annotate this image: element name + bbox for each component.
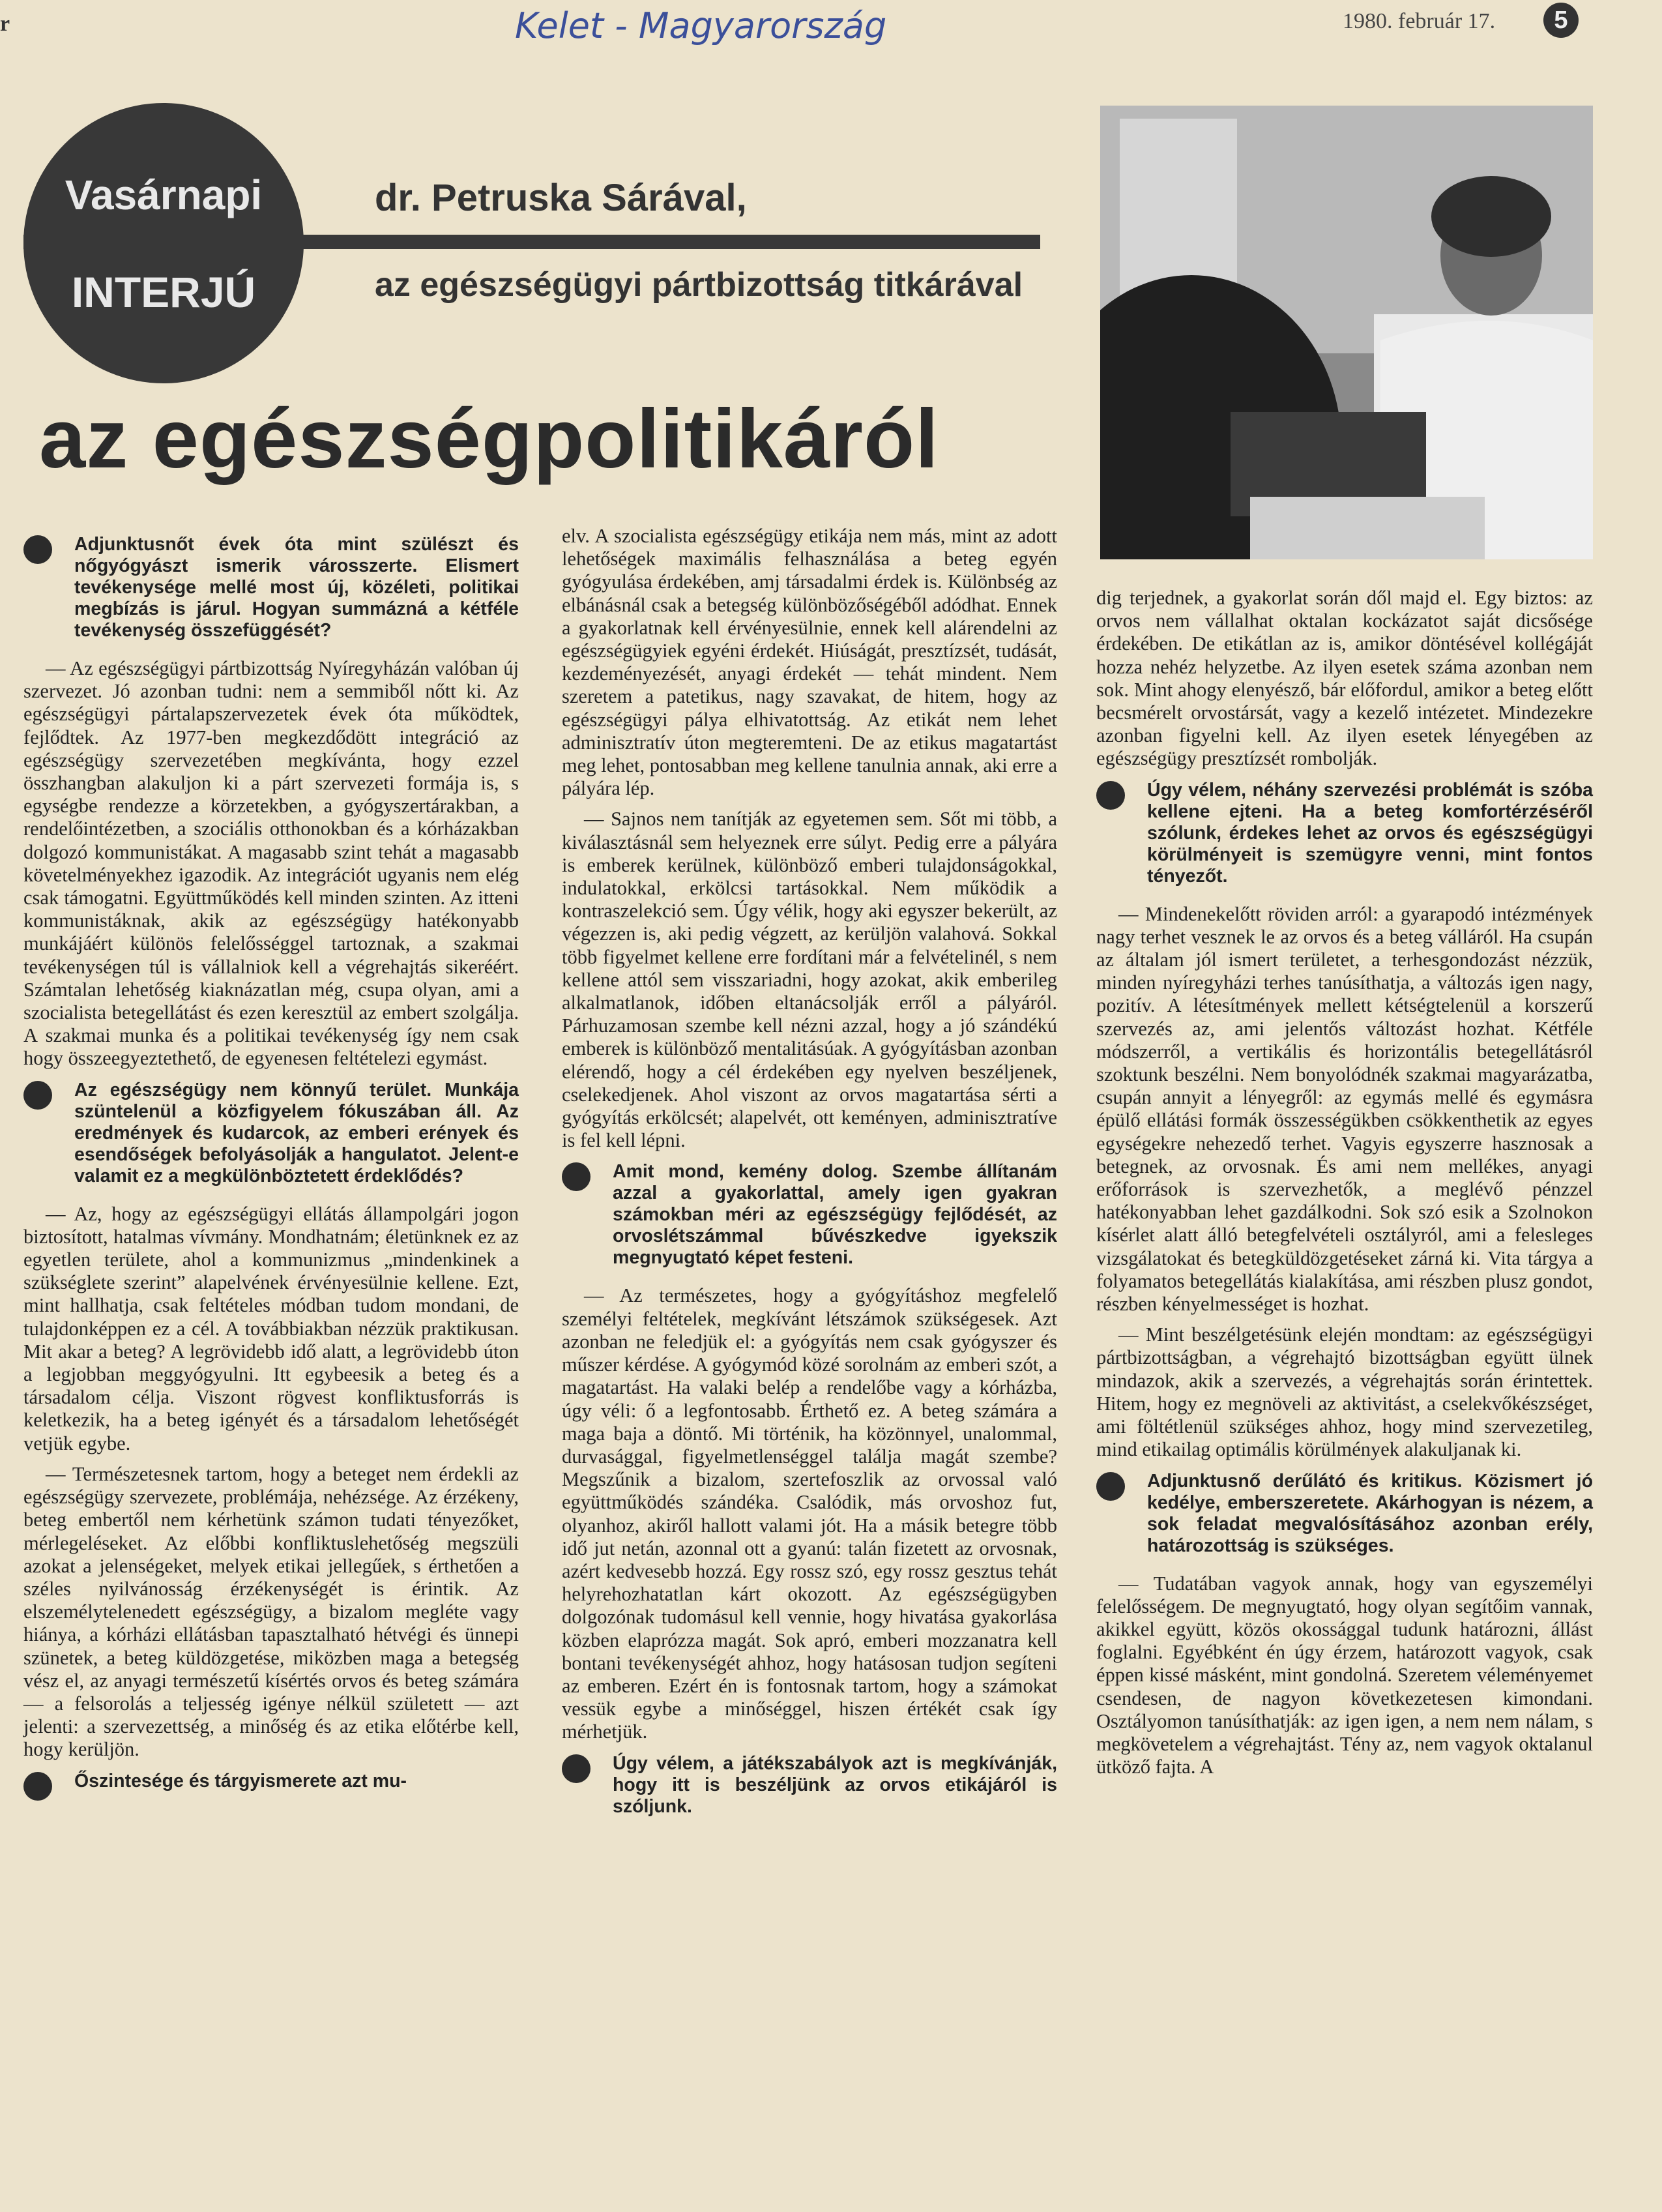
page-number: 5 — [1543, 3, 1579, 38]
question-bullet-icon — [23, 1081, 52, 1110]
question-text: Az egészségügy nem könnyű terület. Munkája szüntelenül a közfigyelem fókuszában áll. Az eredmények és kudarcok, az emberi erények és esendőségek befolyásolják a hangulatot. Jelent-e valamit ez a megkülönböztetett érdeklődés? — [74, 1079, 519, 1187]
headline: az egészségpolitikáról — [39, 392, 939, 486]
question — [1096, 1471, 1593, 1557]
question-bullet-icon — [1096, 781, 1125, 810]
question-bullet-icon — [562, 1162, 590, 1191]
answer: — Az természetes, hogy a gyógyításhoz megfelelő személyi feltételek, megkívánt létszámok szükségesek. Azt azonban ne feledjük el: a gyógyítás nem csak gyógyszer és műszer kérdése. A gyógymód közé sorolnám az emberi szót, a magatartást. Ha valaki belép a rendelőbe vagy a kórházba, úgy véli: ő a legfontosabb. Érthető ez. A beteg számára a maga baja a döntő. Mi történik, ha közönnyel, unalommal, durvasággal, figyelmetlenséggel találja magát szembe? Megszűnik a bizalom, szertefoszlik az orvossal való együttműködés szándéka. Csalódik, más orvoshoz fut, olyanhoz, akiről hallott valami jót. Ha a másik betegre több idő jut netán, azonnal ott a gyanú: talán fizetett az orvosnak, azért kedvesebb hozzá. Egy rossz szó, egy rossz gesztus tehát helyrehozhatatlan kárt okozott. Az egészségügyben dolgozónak tudomásul kell vennie, hogy hivatása gyakorlása közben elaprózza magát. Sok apró, emberi mozzanatra kell bontani tevékenységét ahhoz, hogy hatásosan tudjon segíteni az emberen. Ezért én is fontosnak tartom, hogy a számokat vessük egybe a minőséggel, hiszen értékét csak így mérhetjük. — [562, 1284, 1057, 1743]
question — [562, 1161, 1057, 1269]
answer: dig terjednek, a gyakorlat során dől majd el. Egy biztos: az orvos nem vállalhat oktalan kockázatot saját dicsősége érdekében. De etikátlan az is, amikor döntésével kollégáját hozza nehéz helyzetbe. Az ilyen esetek száma azonban nem sok. Mint ahogy elenyésző, bár előfordul, amikor a beteg előtt becsmérelt orvostársát, vagy a kezelő intézetet. Mindezekre azonban figyelni kell. Az ilyen esetek lényegében az egészségügy presztízsét rombolják. — [1096, 587, 1593, 770]
question-text: Adjunktusnőt évek óta mint szülészt és nőgyógyászt ismerik városszerte. Elismert tevékenysége mellé most új, közéleti, politikai megbízás is járul. Hogyan summázná a kétféle tevékenység összefüggését? — [74, 534, 519, 641]
handwritten-note: Kelet - Magyarország — [515, 5, 887, 46]
answer: — Mint beszélgetésünk elején mondtam: az egészségügyi pártbizottságban, a végrehajtó bizottságban együtt ülnek mindazok, akik a szervezés, a végrehajtás során érintettek. Hitem, hogy ez megnöveli az aktivitást, a cselekvőkészséget, ami föltétlenül szükséges ahhoz, hogy mind szervezetileg, mind etikailag optimális körülmények alakuljanak ki. — [1096, 1323, 1593, 1461]
answer: — Az, hogy az egészségügyi ellátás állampolgári jogon biztosított, hatalmas vívmány. Mondhatnám; életünknek ez az egyetlen területe, ahol a kommunizmus „mindenkinek a szükséglete szerint” alapelvének érvényesülnie kellene. Ezt, mint hallhatja, csak feltételes módban tudom mondani, de tulajdonképpen ez a cél. A továbbiakban nézzük praktikusan. Mit akar a beteg? A legrövidebb idő alatt, a legrövidebb úton a legjobban meggyógyulni. Itt egybeesik a beteg és a társadalom célja. Viszont rögvest konfliktusforrás is keletkezik, ha a beteg igényét és a társadalom lehetőségét vetjük egybe. — [23, 1202, 519, 1454]
question-text: Amit mond, kemény dolog. Szembe állítanám azzal a gyakorlattal, amely igen gyakran számokban méri az egészségügy fejlődését, az orvoslétszámmal bűvészkedve igyekszik megnyugtató képet festeni. — [613, 1161, 1057, 1269]
answer: — Tudatában vagyok annak, hogy van egyszemélyi felelősségem. De megnyugtató, hogy olyan segítőim vannak, akikkel együtt, közös okossággal tudunk határozni, állást foglalni. Egyébként én úgy érzem, határozott vagyok, csak éppen kissé másként, mint gondolná. Szeretem véleményemet csendesen, de nagyon következetesen kimondani. Osztályomon tanúsíthatják: az igen igen, a nem nem nálam, s megkövetelem a végrehajtást. Tény az, nem vagyok oktalanul ütköző fajta. A — [1096, 1572, 1593, 1778]
answer: — Természetesnek tartom, hogy a beteget nem érdekli az egészségügy szervezete, problémája, nehézsége. Az érzékeny, beteg embertől nem kérhetünk számon tudati tényezőket, mérlegeléseket. Az előbbi konfliktuslehetőség megszüli azokat a jelenségeket, melyek etikai jellegűek, s érthetően a széles nyilvánosság érzékenységét is érintik. Az elszemélytelenedett egészségügy, a bizalom megléte vagy hiánya, a kórházi ellátásban tapasztalható hétvégi és ünnepi szünetek, a beteg küldözgetése, miközben maga a betegség vész el, az anyagi természetű kísértés orvos és beteg számára — a felsorolás a teljesség igénye nélkül született — azt jelenti: a szervezettség, a minőség és az etika előtérbe kell, hogy kerüljön. — [23, 1462, 519, 1761]
issue-date: 1980. február 17. — [1343, 9, 1496, 33]
seal-label-bottom: INTERJÚ — [71, 268, 256, 316]
question — [1096, 780, 1593, 887]
answer: — Mindenekelőtt röviden arról: a gyarapodó intézmények nagy terhet vesznek le az orvos és a beteg válláról. Ha csupán az általam jól ismert területet, a terhesgondozást nézzük, minden nyíregyházi terhes tanúsíthatja, a változás igen nagy, pozitív. A létesítmények mellett kétségtelenül a korszerű szervezés az, ami jelentős változást hozhat. Kétféle módszerről, a vertikális és horizontális betegellátásról szoktunk beszélni. Nem bonyolódnék szakmai magyarázatba, csupán annyit a lényegről: az egymás mellé és egymásra épülő ellátási formák összességükben csökkenthetik az egyes egységekre nehezedő terhet. Vagyis egyszerre hasznosak a betegnek, az orvosnak. És ami nem mellékes, anyagi erőforrások is szervezhetők, a meglévő pénzzel hatékonyabban lehet gazdálkodni. Sok szó esik a Szolnokon kísérlet alatt álló betegfelvételi osztályról, ami a felesleges vizsgálatokat és betegküldözgetéseket zárná ki. Vita tárgya a folyamatos betegellátás kialakítása, ami részben plusz gondot, részben kényelmességet is hozhat. — [1096, 902, 1593, 1316]
question-text: Őszintesége és tárgyismerete azt mu- — [74, 1770, 407, 1792]
question-bullet-icon — [23, 1772, 52, 1801]
interview-photo — [1100, 106, 1593, 559]
photo-illustration — [1100, 106, 1593, 559]
question-text: Úgy vélem, néhány szervezési problémát is szóba kellene ejteni. Ha a beteg komfortérzéséről szólunk, érdekes lehet az orvos és egészségügyi körülményeit is szemügyre venni, mint fontos tényezőt. — [1147, 779, 1593, 887]
answer: elv. A szocialista egészségügy etikája nem más, mint az adott lehetőségek maximális felhasználása a beteg egyén gyógyulása érdekében, amj társadalmi érdek is. Különbség az elbánásnál csak a betegség különbözőségéből adódhat. Ennek a gyakorlatnak kell érvényesülnie, ennek kell alárendelni az egészségügyiek egyéni érdekét. Hiúságát, presztízsét, tudását, kezdeményezését, anyagi érdekét — tehát mindent. Nem szeretem a patetikus, nagy szavakat, de hitem, hogy az egészségügyi pálya elhivatottság. Az etikát nem lehet adminisztratív úton megteremteni. De az etikus magatartást meg lehet, pontosabban meg kellene tanulnia annak, aki erre a pályára lép. — [562, 525, 1057, 800]
column-3 — [1096, 587, 1593, 1786]
question — [23, 1080, 519, 1187]
question-bullet-icon — [1096, 1472, 1125, 1501]
interview-seal — [23, 103, 304, 383]
question — [23, 534, 519, 641]
column-2 — [562, 525, 1057, 1833]
interviewee-name: dr. Petruska Sárával, — [375, 177, 747, 219]
question — [562, 1753, 1057, 1818]
interviewee-role: az egészségügyi pártbizottság titkárával — [375, 266, 1023, 304]
question-bullet-icon — [23, 535, 52, 564]
question-text: Adjunktusnő derűlátó és kritikus. Közismert jó kedélye, emberszeretete. Akárhogyan is nézem, a sok feladat megvalósításához azonban erély, határozottság is szükséges. — [1147, 1470, 1593, 1556]
question-text: Úgy vélem, a játékszabályok azt is megkívánják, hogy itt is beszéljünk az orvos etikájáról is szóljunk. — [613, 1752, 1057, 1817]
column-1 — [23, 525, 519, 1808]
answer: — Sajnos nem tanítják az egyetemen sem. Sőt mi több, a kiválasztásnál sem helyeznek erre súlyt. Pedig erre a pályára is emberek kerülnek, különböző emberi tulajdonságokkal, indulatokkal, erkölcsi tartásokkal. Nem működik a kontraszelekció sem. Úgy vélik, hogy aki egyszer bekerült, az végezzen is, aki pedig végzett, az kerüljön valahová. Sokkal több figyelmet kellene erre fordítani már a felvételinél, s nem kellene attól sem visszariadni, hogy azokat, akik emberileg alkalmatlanok, időben eltanácsolják erről a pályáról. Párhuzamosan szembe kell nézni azzal, hogy a jó szándékú emberek is különböző mentalitásúak. A gyógyításban azonban elérendő, hogy a cél érdekében egy nyelven beszéljenek, cselekedjenek. Ahol viszont az orvos magatartása sérti a gyógyítás erkölcsét; alapelvét, ott keményen, adminisztratíve is fel kell lépni. — [562, 808, 1057, 1152]
question-bullet-icon — [562, 1754, 590, 1783]
question — [23, 1771, 519, 1792]
seal-label-top: Vasárnapi — [65, 171, 263, 218]
edge-letter: r — [0, 12, 10, 36]
answer: — Az egészségügyi pártbizottság Nyíregyházán valóban új szervezet. Jó azonban tudni: nem a semmiből nőtt ki. Az egészségügyi pártalapszervezetek évek óta működtek, fejlődtek. Az 1977-ben megkezdődött integráció az egészségügy szervezetében megkívánta, hogy ezzel összhangban alakuljon ki a párt szervezeti formája is, s egységbe rendezze a körzetekben, a gyógyszertárakban, a rendelőintézetben, a szociális otthonokban és a kórházakban dolgozó kommunistákat. A magasabb szint tehát a magasabb követelményekhez igazodik. Az integrációt ugyanis nem elég csak támogatni. Együttműködés kell minden szinten. Az itteni kommunistáknak, akik az egészségügy hatékonyabb munkájáért különös felelősséggel tartoznak, a szakmai tevékenységen túl is vállalniok kell a végrehajtás sikeréért. Számtalan lehetőség kiaknázatlan még, csupa olyan, ami a szocialista betegellátást és ezen keresztül az embert szolgálja. A szakmai munka és a politikai tevékenység így nem csak hogy összeegyeztethető, de egyenesen feltételezi egymást. — [23, 657, 519, 1070]
